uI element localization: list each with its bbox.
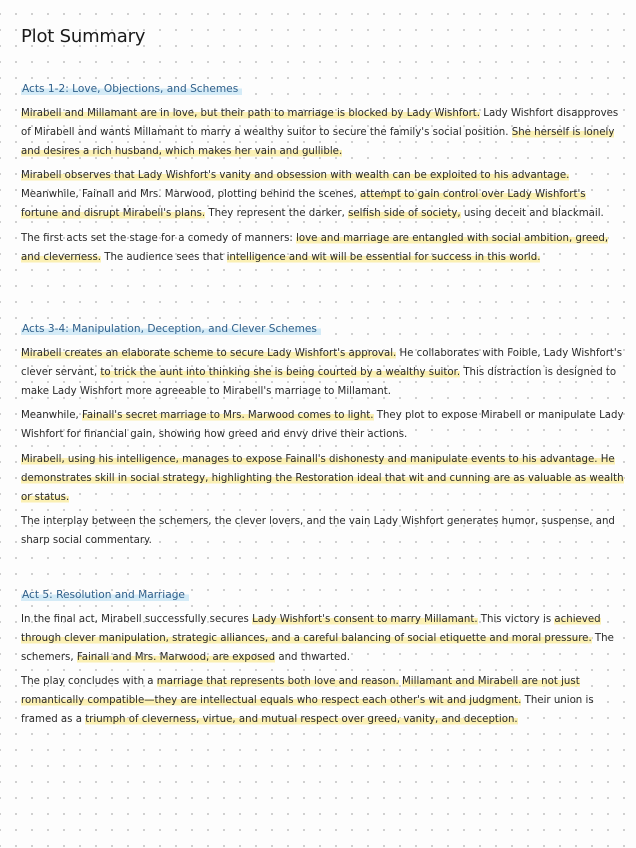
highlighted-text: Lady Wishfort's consent to marry Millamant. [252, 614, 478, 625]
highlighted-text: Fainall's secret marriage to Mrs. Marwood comes to light. [81, 410, 374, 422]
body-text: Their union is framed as a [21, 695, 594, 725]
highlighted-text: love and marriage are entangled with social ambition, greed, and cleverness. [21, 232, 609, 263]
highlighted-text: achieved through clever manipulation, strategic alliances, and a careful balancing of social etiquette and moral pressure. [21, 614, 601, 644]
highlighted-text: Mirabell observes that Lady Wishfort's vanity and obsession with wealth can be exploited to his advantage. [21, 170, 570, 182]
body-text: In the final act, Mirabell successfully secures [21, 614, 253, 625]
paragraph [21, 513, 624, 551]
section-acts-3-4 [21, 317, 624, 557]
section-body [21, 345, 624, 551]
highlighted-text: triumph of cleverness, virtue, and mutual respect over greed, vanity, and deception. [85, 713, 518, 725]
body-text: They plot to expose Mirabell or manipulate Lady Wishfort for financial gain, showing how greed and envy drive their actions. [21, 410, 624, 441]
highlighted-text: Mirabell and Millamant are in love, but their path to marriage is blocked by Lady Wishfort. [21, 108, 481, 119]
body-text: He collaborates with Foible, Lady Wishfort's clever servant, [21, 348, 623, 378]
body-text: They represent the darker, [205, 207, 349, 219]
paragraph [21, 407, 624, 445]
paragraph [21, 673, 624, 729]
body-text: The audience sees that [101, 251, 227, 263]
highlighted-text: intelligence and wit will be essential for success in this world. [226, 251, 541, 263]
body-text: Meanwhile, Fainall and Mrs. Marwood, plotting behind the scenes, [21, 189, 361, 201]
section-act-5 [21, 583, 624, 736]
paragraph [21, 230, 624, 268]
highlighted-text: Mirabell, using his intelligence, manages to expose Fainall's dishonesty and manipulate events to his advantage. He demonstrates skill in social strategy, highlighting the Restoration ideal that wit and cunning are as valuable as wealth or status. [21, 453, 624, 503]
highlighted-text: She herself is lonely and desires a rich husband, which makes her vain and gullible. [21, 126, 615, 157]
body-text: The play concludes with a [21, 676, 157, 688]
highlighted-text: marriage that represents both love and reason. [156, 676, 399, 688]
section-heading: Acts 3-4: Manipulation, Deception, and Clever Schemes [21, 322, 321, 336]
highlighted-text: Millamant and Mirabell are not just romantically compatible—they are intellectual equals who respect each other's wit and judgment. [21, 676, 580, 707]
section-body [21, 105, 624, 267]
highlighted-text: attempt to gain control over Lady Wishfort's fortune and disrupt Mirabell's plans. [21, 189, 586, 219]
highlighted-text: Mirabell creates an elaborate scheme to secure Lady Wishfort's approval. [21, 348, 397, 359]
section-heading: Acts 1-2: Love, Objections, and Schemes [21, 82, 242, 96]
body-text: Meanwhile, [21, 410, 82, 422]
section-body [21, 611, 624, 730]
paragraph [21, 167, 624, 223]
body-text: The first acts set the stage for a comedy of manners: [21, 232, 297, 244]
section-heading: Act 5: Resolution and Marriage [21, 588, 189, 602]
paragraph [21, 345, 624, 401]
body-text: Lady Wishfort disapproves of Mirabell and wants Millamant to marry a wealthy suitor to secure the family's social position. [21, 108, 619, 138]
highlighted-text: selfish side of society, [348, 207, 461, 219]
paragraph [21, 105, 624, 161]
body-text: The schemers, [21, 632, 614, 663]
page-title: Plot Summary [21, 26, 146, 47]
body-text: using deceit and blackmail. [460, 207, 604, 219]
section-acts-1-2 [21, 77, 624, 273]
body-text: and thwarted. [275, 651, 350, 663]
paragraph [21, 611, 624, 667]
paragraph [21, 451, 624, 507]
body-text: This distraction is designed to make Lady Wishfort more agreeable to Mirabell's marriage to Millamant. [21, 366, 617, 397]
body-text: The interplay between the schemers, the clever lovers, and the vain Lady Wishfort generates humor, suspense, and sharp social commentary. [21, 516, 615, 547]
highlighted-text: Fainall and Mrs. Marwood, are exposed [76, 651, 276, 663]
body-text: This victory is [477, 614, 555, 625]
highlighted-text: to trick the aunt into thinking she is being courted by a wealthy suitor. [100, 366, 461, 378]
